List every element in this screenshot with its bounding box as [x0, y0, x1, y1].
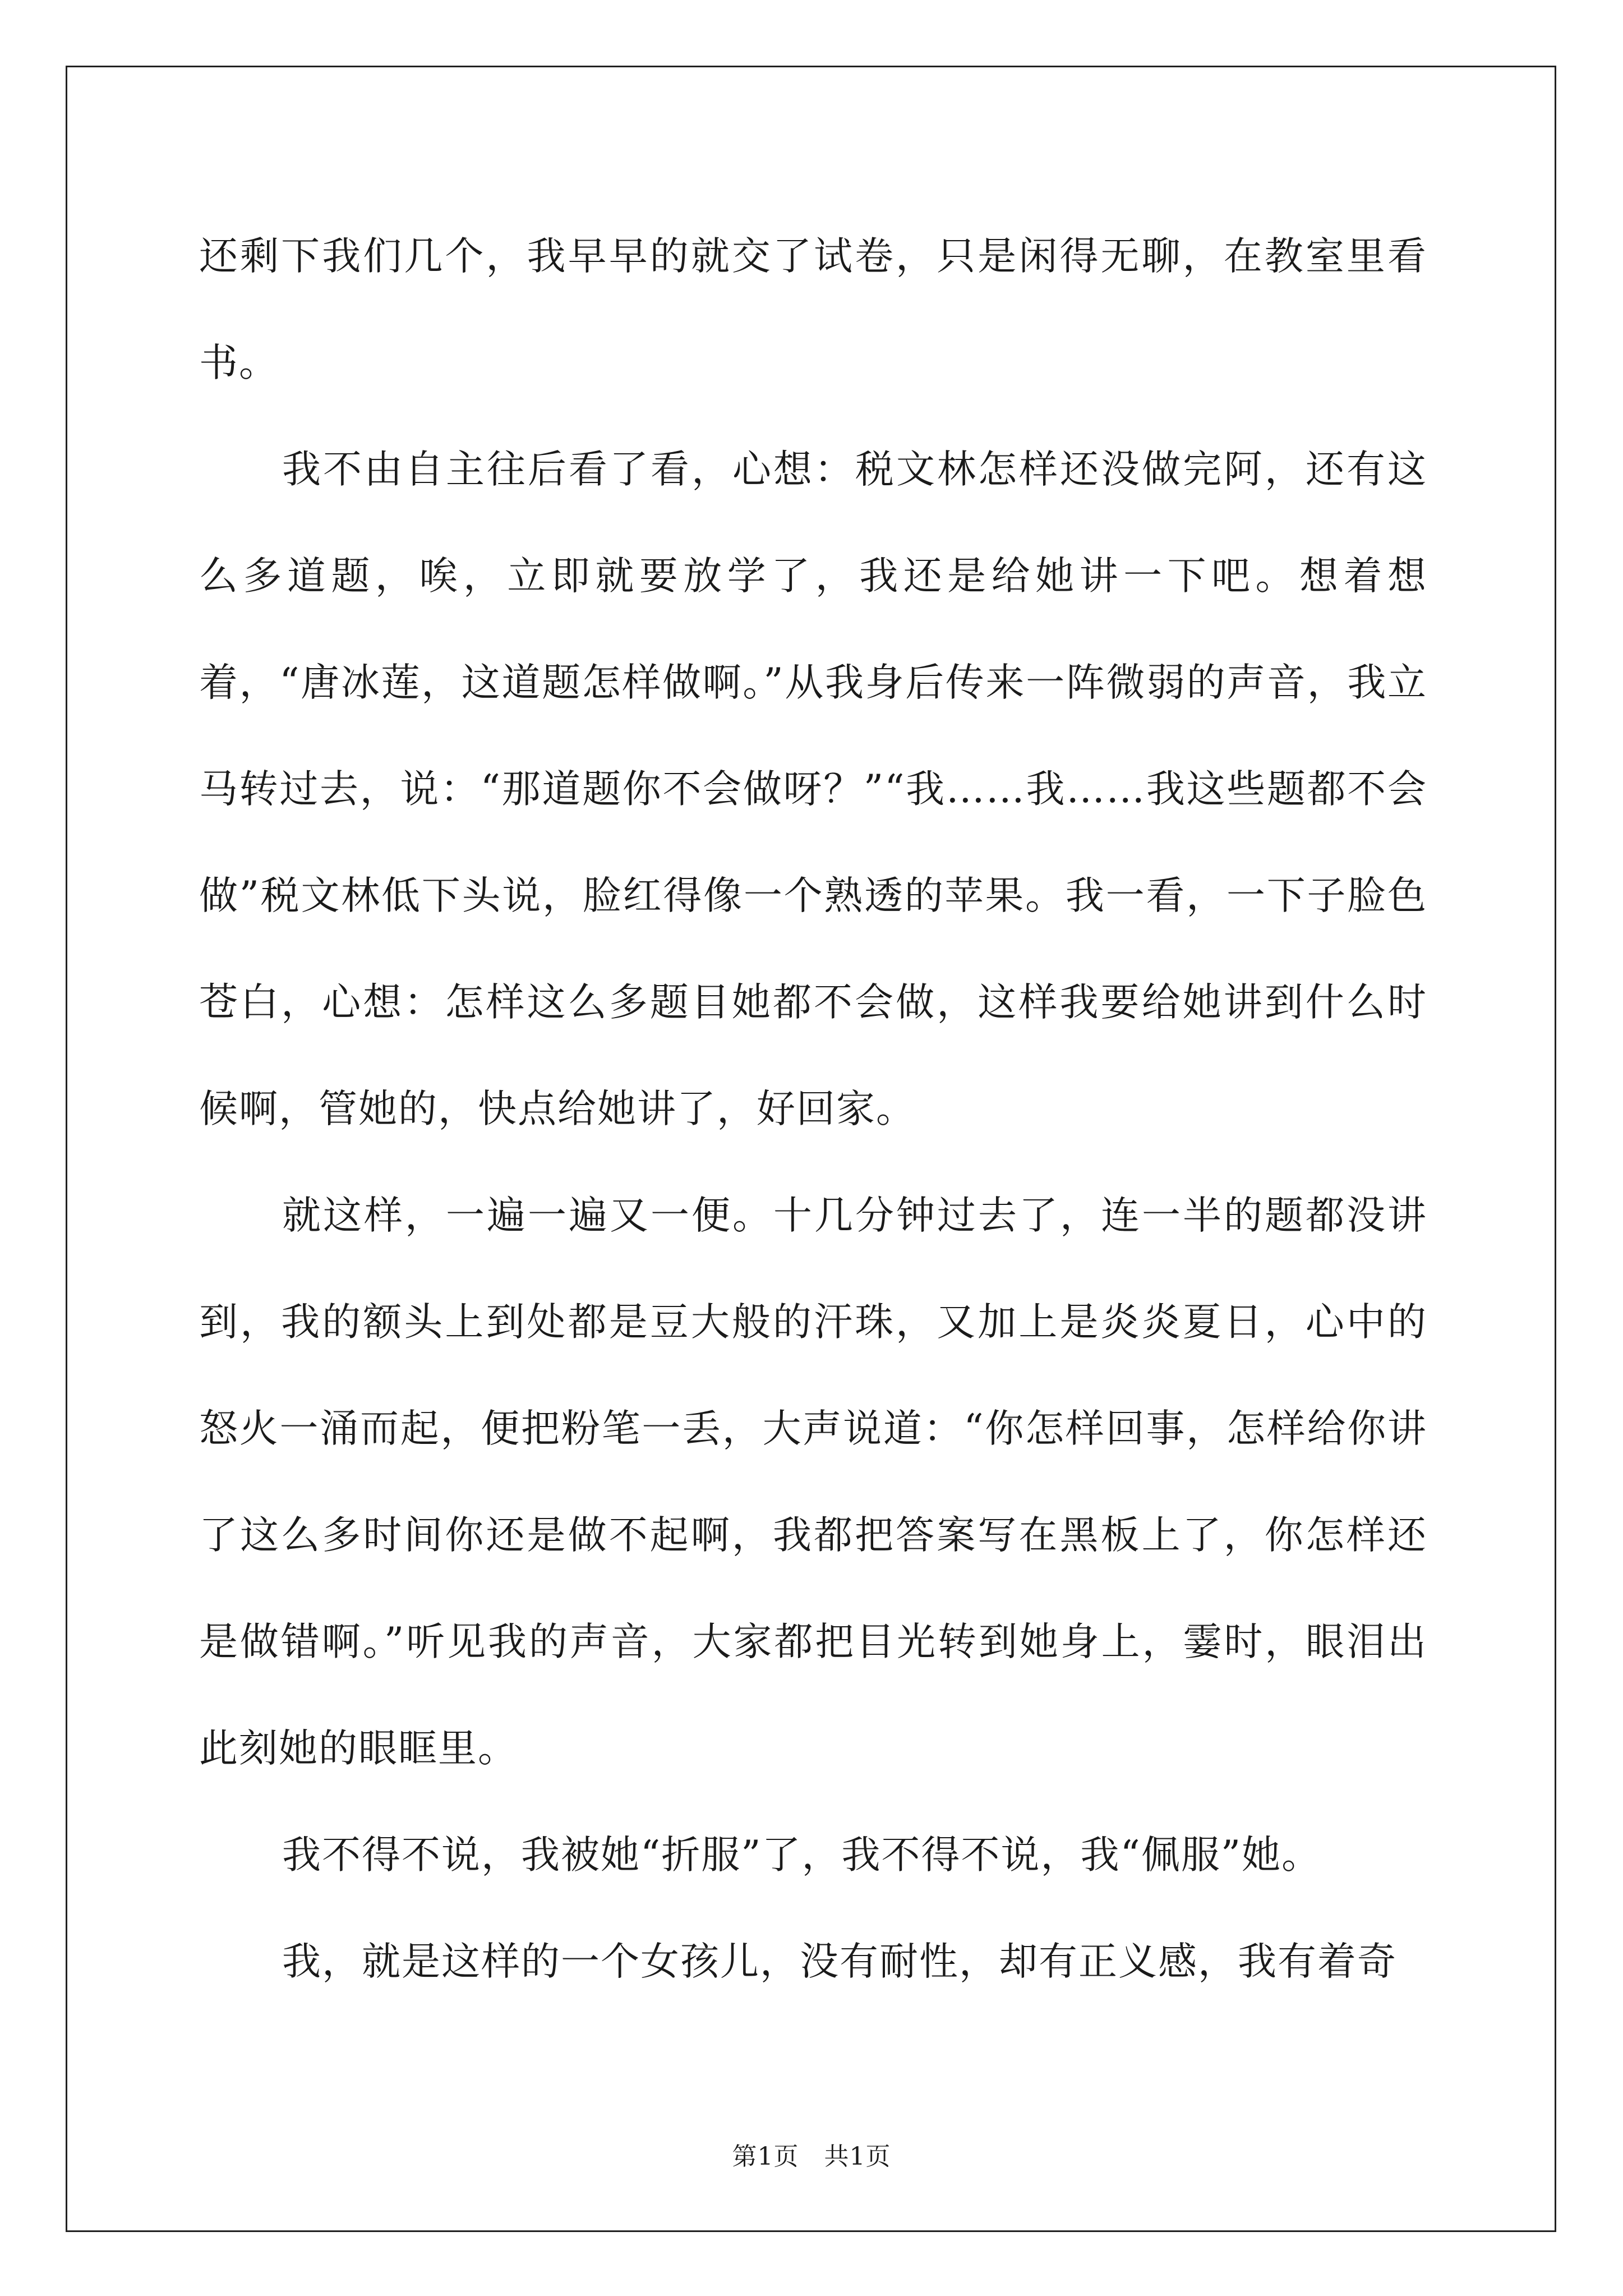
page-number: 第1页	[732, 2142, 799, 2171]
paragraph: 就这样，一遍一遍又一便。十几分钟过去了，连一半的题都没讲到，我的额头上到处都是豆大般的汗珠，又加上是炎炎夏日，心中的怒火一涌而起，便把粉笔一丢，大声说道：“你怎样回事，怎样给你讲了这么多时间你还是做不起啊，我都把答案写在黑板上了，你怎样还是做错啊。”听见我的声音，大家都把目光转到她身上，霎时，眼泪出此刻她的眼眶里。	[199, 1193, 1427, 1771]
paragraph: 我不得不说，我被她“折服”了，我不得不说，我“佩服”她。	[282, 1833, 1322, 1878]
page-total: 共1页	[824, 2142, 891, 2171]
paragraph: 我，就是这样的一个女孩儿，没有耐性，却有正义感，我有着奇	[282, 1939, 1397, 1984]
page-footer	[0, 2140, 1623, 2174]
paragraph: 还剩下我们几个，我早早的就交了试卷，只是闲得无聊，在教室里看书。	[199, 234, 1427, 385]
paragraph: 我不由自主往后看了看，心想：税文林怎样还没做完阿，还有这么多道题，唉，立即就要放学了，我还是给她讲一下吧。想着想着，“唐冰莲，这道题怎样做啊。”从我身后传来一阵微弱的声音，我立马转过去，说：“那道题你不会做呀？”“我……我……我这些题都不会做”税文林低下头说，脸红得像一个熟透的苹果。我一看，一下子脸色苍白，心想：怎样这么多题目她都不会做，这样我要给她讲到什么时候啊，管她的，快点给她讲了，好回家。	[199, 447, 1427, 1131]
footer-spacer	[799, 2142, 824, 2171]
document-body	[199, 203, 1427, 2015]
